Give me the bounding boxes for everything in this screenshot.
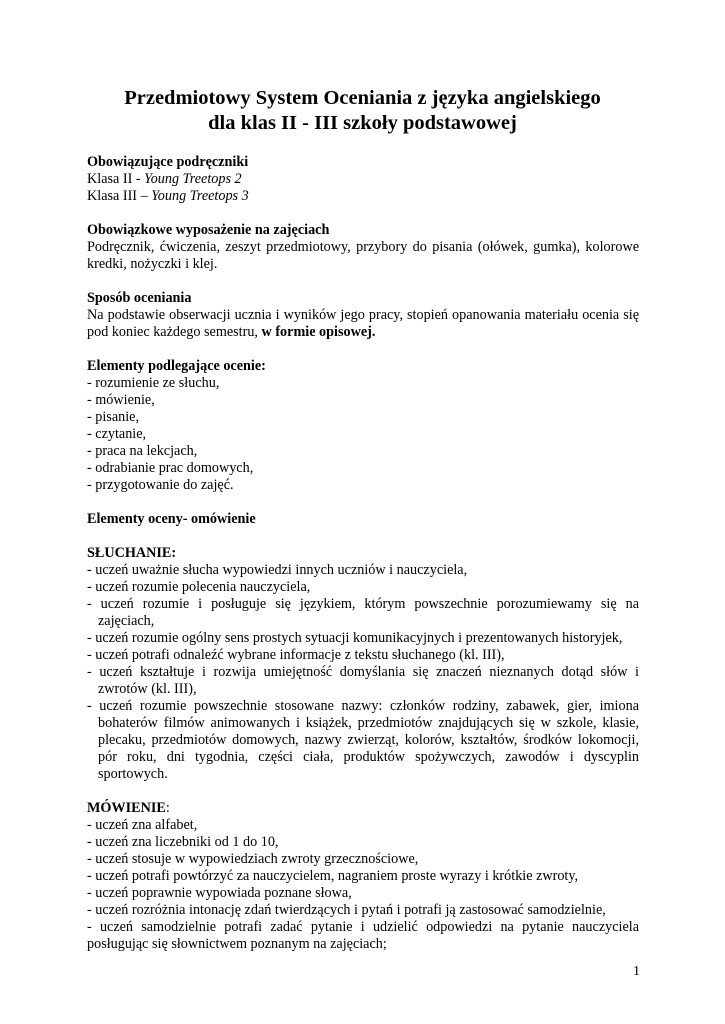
grading-section — [87, 290, 639, 341]
list-item: - uczeń zna alfabet, — [87, 817, 198, 833]
discussion-section — [87, 511, 639, 528]
list-item: - uczeń rozróżnia intonację zdań twierdzących i pytań i potrafi ją zastosować samodzielnie, — [87, 902, 606, 918]
list-item: - uczeń zna liczebniki od 1 do 10, — [87, 834, 279, 850]
textbook-class-2 — [87, 171, 639, 188]
speaking-heading: MÓWIENIE — [87, 800, 166, 816]
grading-paragraph — [87, 307, 639, 341]
list-item: - przygotowanie do zajęć. — [87, 477, 234, 493]
list-item: - uczeń stosuje w wypowiedziach zwroty grzecznościowe, — [87, 851, 419, 867]
list-item: - uczeń kształtuje i rozwija umiejętność domyślania się znaczeń nieznanych dotąd słów i zwrotów (kl. III), — [87, 664, 639, 697]
textbook-class-2-prefix: Klasa II - — [87, 171, 145, 187]
listening-section — [87, 545, 639, 783]
title-line-1: Przedmiotowy System Oceniania z języka angielskiego — [124, 87, 601, 109]
list-item: - rozumienie ze słuchu, — [87, 375, 220, 391]
list-item: - uczeń rozumie powszechnie stosowane nazwy: członków rodziny, zabawek, gier, imiona bohaterów filmów animowanych i książek, przedmiotów znajdujących się w szkole, klasie, plecaku, przedmiotów domowych, nazwy zwierząt, kolorów, kształtów, środków lokomocji, pór roku, dni tygodnia, części ciała, produktów spożywczych, zawodów i dyscyplin sportowych. — [87, 698, 639, 782]
grading-text-bold: w formie opisowej. — [261, 324, 376, 340]
equipment-section — [87, 222, 639, 273]
document-title — [0, 86, 725, 136]
equipment-heading: Obowiązkowe wyposażenie na zajęciach — [87, 222, 330, 238]
list-item: - uczeń rozumie i posługuje się językiem, którym powszechnie porozumiewamy się na zajęciach, — [87, 596, 639, 629]
list-item: - uczeń poprawnie wypowiada poznane słowa, — [87, 885, 352, 901]
assessed-section — [87, 358, 639, 494]
title-line-2: dla klas II - III szkoły podstawowej — [208, 112, 517, 134]
list-item: - odrabianie prac domowych, — [87, 460, 254, 476]
list-item: - praca na lekcjach, — [87, 443, 198, 459]
textbooks-heading: Obowiązujące podręczniki — [87, 154, 249, 170]
grading-heading: Sposób oceniania — [87, 290, 192, 306]
equipment-text: Podręcznik, ćwiczenia, zeszyt przedmiotowy, przybory do pisania (ołówek, gumka), kolorowe kredki, nożyczki i klej. — [87, 239, 639, 272]
textbook-class-3-prefix: Klasa III – — [87, 188, 152, 204]
speaking-heading-colon: : — [165, 800, 170, 816]
list-item: - uczeń samodzielnie potrafi zadać pytanie i udzielić odpowiedzi na pytanie nauczyciela posługując się słownictwem poznanym na zajęciach; — [87, 919, 639, 952]
speaking-section — [87, 800, 639, 953]
textbook-class-3-title: Young Treetops 3 — [151, 188, 249, 204]
list-item: - uczeń rozumie polecenia nauczyciela, — [87, 579, 311, 595]
page-number: 1 — [633, 964, 640, 979]
grading-text: Na podstawie obserwacji ucznia i wyników jego pracy, stopień opanowania materiału ocenia się pod koniec każdego semestru, — [87, 307, 639, 340]
list-item: - mówienie, — [87, 392, 155, 408]
list-item: - uczeń potrafi powtórzyć za nauczycielem, nagraniem proste wyrazy i krótkie zwroty, — [87, 868, 579, 884]
speaking-heading-line — [87, 800, 639, 817]
discussion-heading: Elementy oceny- omówienie — [87, 511, 256, 527]
list-item: - uczeń uważnie słucha wypowiedzi innych uczniów i nauczyciela, — [87, 562, 468, 578]
assessed-heading: Elementy podlegające ocenie: — [87, 358, 266, 374]
list-item: - czytanie, — [87, 426, 147, 442]
list-item: - uczeń rozumie ogólny sens prostych sytuacji komunikacyjnych i prezentowanych historyjek, — [87, 630, 623, 646]
list-item: - pisanie, — [87, 409, 140, 425]
listening-heading: SŁUCHANIE: — [87, 545, 177, 561]
textbook-class-2-title: Young Treetops 2 — [144, 171, 242, 187]
textbooks-section — [87, 154, 639, 205]
textbook-class-3 — [87, 188, 639, 205]
list-item: - uczeń potrafi odnaleźć wybrane informacje z tekstu słuchanego (kl. III), — [87, 647, 505, 663]
document-body — [87, 154, 639, 970]
